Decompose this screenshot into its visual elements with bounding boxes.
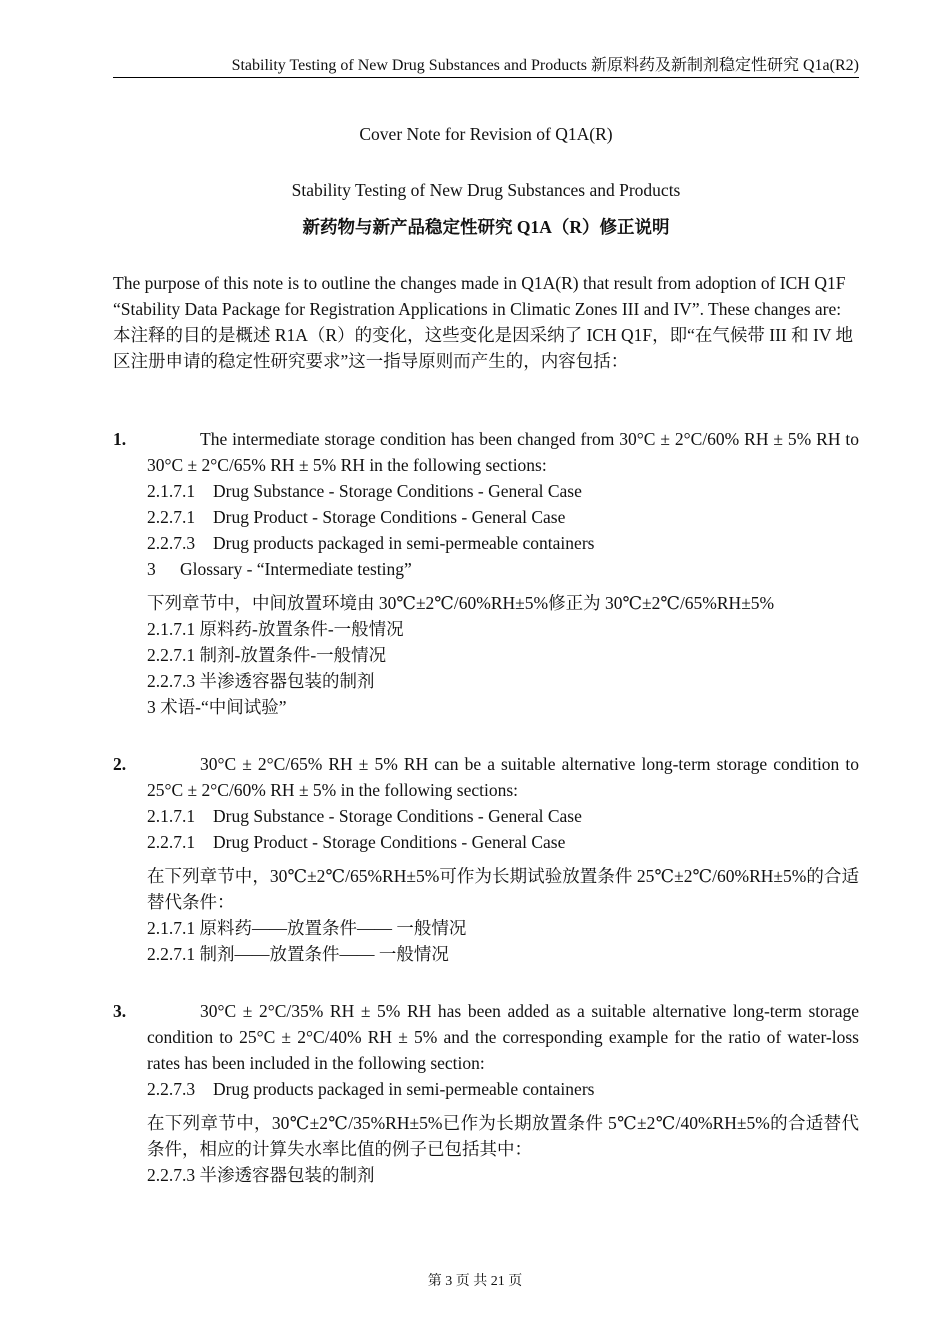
item-number: 3. (113, 1001, 127, 1021)
zh-section-ref: 2.1.7.1 原料药-放置条件-一般情况 (147, 619, 404, 639)
item-english: The intermediate storage condition has been changed from 30°C ± 2°C/60% RH ± 5% RH to 30°C ± 2°C/65% RH ± 5% RH in the following sections: (147, 429, 859, 475)
intro-english: The purpose of this note is to outline the changes made in Q1A(R) that result from adoption of ICH Q1F “Stability Data Package for Registration Applications in Climatic Zones III and IV”. These changes are: (113, 273, 846, 319)
zh-section-ref: 2.1.7.1 原料药——放置条件—— 一般情况 (147, 918, 467, 938)
item-english: 30°C ± 2°C/65% RH ± 5% RH can be a suitable alternative long-term storage condition to 25°C ± 2°C/60% RH ± 5% in the following sections: (147, 754, 859, 800)
section-ref: 2.2.7.1 Drug Product - Storage Conditions - General Case (147, 507, 566, 527)
section-ref: 2.1.7.1 Drug Substance - Storage Conditions - General Case (147, 806, 582, 826)
item-chinese: 在下列章节中，30℃±2℃/65%RH±5%可作为长期试验放置条件 25℃±2℃/60%RH±5%的合适替代条件： (147, 866, 859, 912)
item-chinese: 在下列章节中，30℃±2℃/35%RH±5%已作为长期放置条件 5℃±2℃/40%RH±5%的合适替代条件，相应的计算失水率比值的例子已包括其中： (147, 1113, 859, 1159)
zh-section-ref: 2.2.7.3 半渗透容器包装的制剂 (147, 1165, 375, 1185)
zh-section-ref: 2.2.7.3 半渗透容器包装的制剂 (147, 671, 375, 691)
zh-section-ref: 3 术语-“中间试验” (147, 697, 287, 717)
section-ref: 2.2.7.1 Drug Product - Storage Conditions - General Case (147, 832, 566, 852)
cover-note-title: Cover Note for Revision of Q1A(R) (359, 124, 613, 144)
change-item-1 (113, 426, 859, 720)
section-ref: 2.2.7.3 Drug products packaged in semi-permeable containers (147, 533, 595, 553)
item-number: 1. (113, 429, 127, 449)
change-item-2 (113, 751, 859, 967)
change-item-3 (113, 998, 859, 1188)
section-ref: 2.1.7.1 Drug Substance - Storage Conditions - General Case (147, 481, 582, 501)
page-header: Stability Testing of New Drug Substances and Products 新原料药及新制剂稳定性研究 Q1a(R2) (113, 52, 859, 78)
chinese-title: 新药物与新产品稳定性研究 Q1A（R）修正说明 (302, 217, 670, 237)
zh-section-ref: 2.2.7.1 制剂-放置条件-一般情况 (147, 645, 387, 665)
zh-section-ref: 2.2.7.1 制剂——放置条件—— 一般情况 (147, 944, 449, 964)
section-ref: 2.2.7.3 Drug products packaged in semi-permeable containers (147, 1079, 595, 1099)
section-ref: 3 Glossary - “Intermediate testing” (147, 559, 412, 579)
subject-title: Stability Testing of New Drug Substances and Products (291, 180, 681, 200)
item-chinese: 下列章节中，中间放置环境由 30℃±2℃/60%RH±5%修正为 30℃±2℃/65%RH±5% (147, 593, 775, 613)
intro-section (113, 270, 859, 374)
page-footer: 第 3 页 共 21 页 (427, 1274, 523, 1289)
item-number: 2. (113, 754, 127, 774)
intro-chinese: 本注释的目的是概述 R1A（R）的变化，这些变化是因采纳了 ICH Q1F，即“在气候带 III 和 IV 地区注册申请的稳定性研究要求”这一指导原则而产生的，内容包括： (113, 325, 854, 371)
item-english: 30°C ± 2°C/35% RH ± 5% RH has been added as a suitable alternative long-term storage condition to 25°C ± 2°C/40% RH ± 5% and the corresponding example for the ratio of water-loss rates has been included in the following section: (147, 1001, 859, 1073)
